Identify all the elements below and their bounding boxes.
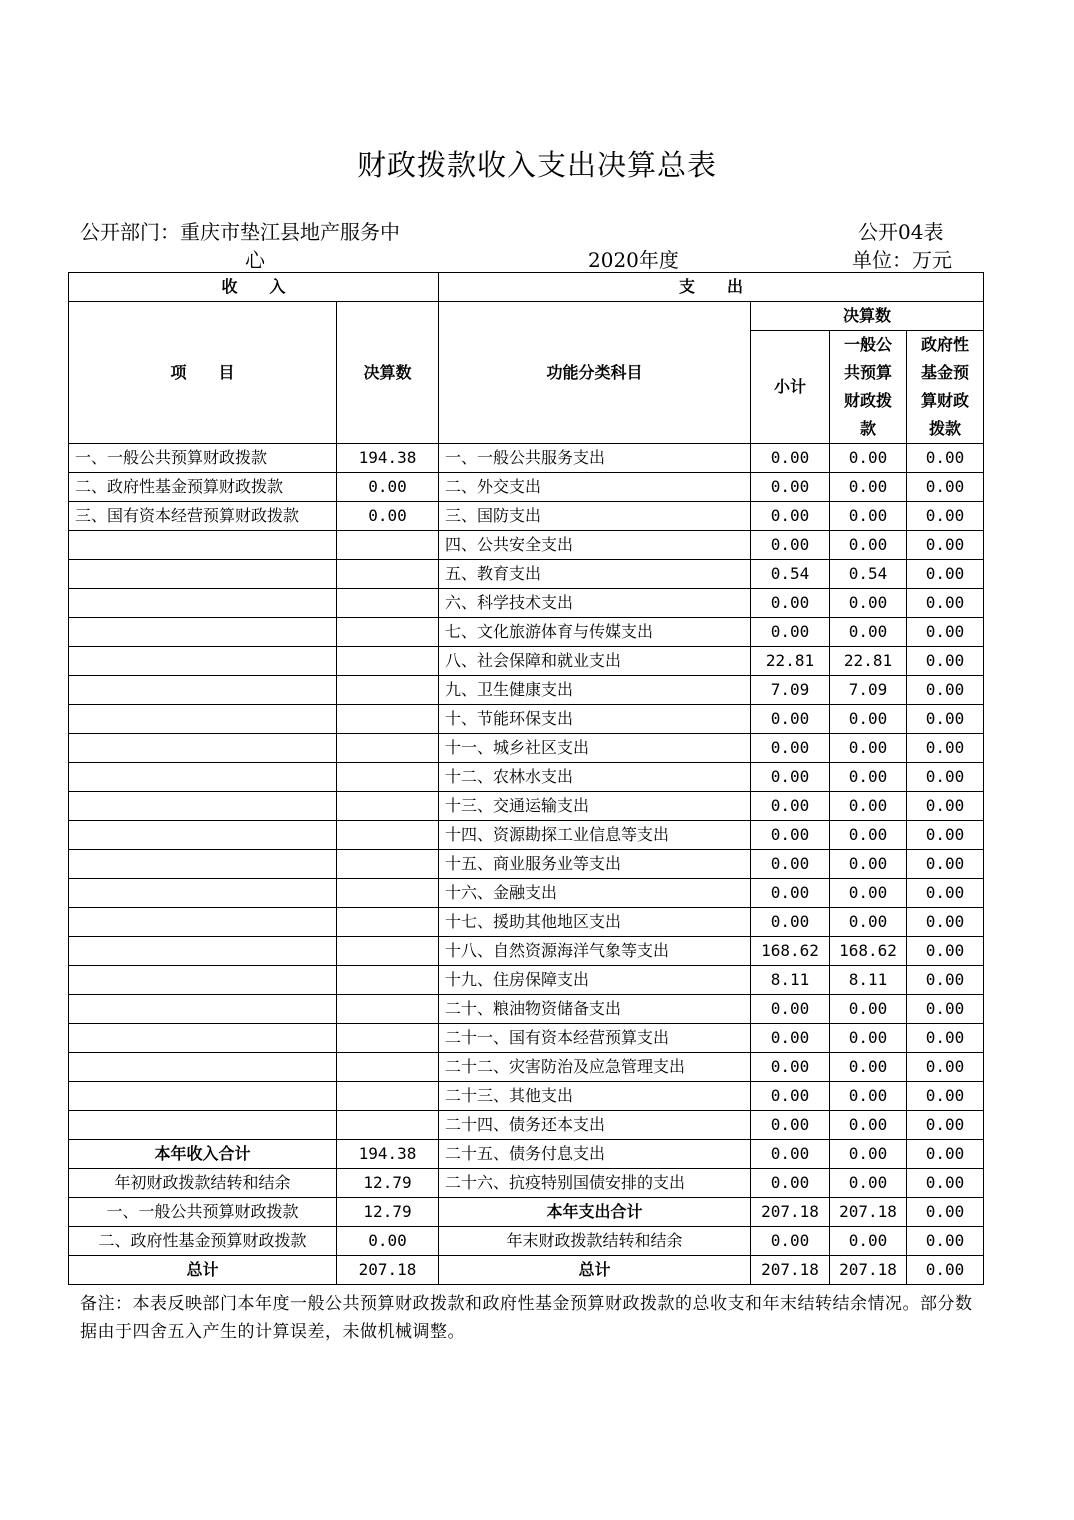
subtotal-cell: 0.00	[751, 618, 830, 647]
expense-item-cell: 十五、商业服务业等支出	[439, 850, 751, 879]
income-item-cell: 三、国有资本经营预算财政拨款	[69, 502, 337, 531]
expense-item-cell: 二十一、国有资本经营预算支出	[439, 1024, 751, 1053]
form-number: 公开04表	[858, 220, 944, 244]
table-row	[69, 966, 984, 995]
expense-item-cell: 十六、金融支出	[439, 879, 751, 908]
subtotal-cell: 0.00	[751, 763, 830, 792]
fund-budget-cell: 0.00	[907, 908, 984, 937]
expense-item-cell: 二十三、其他支出	[439, 1082, 751, 1111]
subtotal-cell: 0.54	[751, 560, 830, 589]
income-item-cell	[69, 850, 337, 879]
subtotal-cell: 207.18	[751, 1256, 830, 1285]
table-row	[69, 618, 984, 647]
table-row	[69, 821, 984, 850]
income-item-cell	[69, 966, 337, 995]
subtotal-cell: 0.00	[751, 502, 830, 531]
general-budget-cell: 22.81	[830, 647, 907, 676]
fund-budget-cell: 0.00	[907, 1053, 984, 1082]
subtotal-cell: 0.00	[751, 705, 830, 734]
expense-item-cell: 九、卫生健康支出	[439, 676, 751, 705]
general-budget-cell: 207.18	[830, 1198, 907, 1227]
income-item-cell	[69, 908, 337, 937]
dept-label: 公开部门：重庆市垫江县地产服务中	[80, 220, 400, 244]
expense-item-cell: 三、国防支出	[439, 502, 751, 531]
general-budget-cell: 0.00	[830, 473, 907, 502]
income-item-cell	[69, 618, 337, 647]
table-row	[69, 560, 984, 589]
expense-item-cell: 二十四、债务还本支出	[439, 1111, 751, 1140]
fund-budget-cell: 0.00	[907, 473, 984, 502]
expense-item-cell: 二十二、灾害防治及应急管理支出	[439, 1053, 751, 1082]
footnote: 备注：本表反映部门本年度一般公共预算财政拨款和政府性基金预算财政拨款的总收支和年末结转结余情况。部分数据由于四舍五入产生的计算误差，未做机械调整。	[80, 1294, 973, 1342]
table-row	[69, 1111, 984, 1140]
income-amount-cell	[337, 879, 439, 908]
general-budget-cell: 0.00	[830, 908, 907, 937]
expense-item-cell: 一、一般公共服务支出	[439, 444, 751, 473]
income-amount-cell	[337, 647, 439, 676]
income-amount-cell	[337, 937, 439, 966]
income-item-cell	[69, 995, 337, 1024]
general-budget-cell: 0.54	[830, 560, 907, 589]
budget-table	[68, 272, 984, 1285]
income-item-cell: 总计	[69, 1256, 337, 1285]
general-budget-cell: 0.00	[830, 1082, 907, 1111]
fund-budget-cell: 0.00	[907, 1111, 984, 1140]
fund-budget-cell: 0.00	[907, 560, 984, 589]
income-amount-cell	[337, 531, 439, 560]
item-header: 项 目	[69, 302, 337, 444]
expense-item-cell: 二、外交支出	[439, 473, 751, 502]
subtotal-cell: 0.00	[751, 879, 830, 908]
table-row	[69, 531, 984, 560]
income-amount-cell	[337, 792, 439, 821]
fund-budget-cell: 0.00	[907, 763, 984, 792]
fund-budget-cell: 0.00	[907, 792, 984, 821]
subtotal-cell: 0.00	[751, 821, 830, 850]
table-row	[69, 1140, 984, 1169]
income-amount-cell	[337, 1082, 439, 1111]
subtotal-cell: 8.11	[751, 966, 830, 995]
general-budget-cell: 0.00	[830, 531, 907, 560]
fund-budget-cell: 0.00	[907, 1082, 984, 1111]
subtotal-cell: 0.00	[751, 1053, 830, 1082]
expense-item-cell: 十、节能环保支出	[439, 705, 751, 734]
general-budget-cell: 0.00	[830, 1024, 907, 1053]
table-row	[69, 908, 984, 937]
general-budget-cell: 0.00	[830, 995, 907, 1024]
fund-budget-cell: 0.00	[907, 1024, 984, 1053]
income-amount-cell	[337, 1053, 439, 1082]
income-item-cell: 一、一般公共预算财政拨款	[69, 1198, 337, 1227]
income-amount-cell: 194.38	[337, 1140, 439, 1169]
expense-item-cell: 六、科学技术支出	[439, 589, 751, 618]
unit-label: 单位：万元	[852, 248, 952, 272]
expense-item-cell: 十四、资源勘探工业信息等支出	[439, 821, 751, 850]
fund-budget-cell: 0.00	[907, 444, 984, 473]
fund-budget-cell: 0.00	[907, 1227, 984, 1256]
subtotal-header: 小计	[751, 331, 830, 444]
table-row	[69, 705, 984, 734]
income-item-cell	[69, 792, 337, 821]
fund-budget-cell: 0.00	[907, 502, 984, 531]
general-budget-cell: 0.00	[830, 879, 907, 908]
fund-budget-cell: 0.00	[907, 879, 984, 908]
table-row	[69, 763, 984, 792]
income-amount-cell	[337, 1111, 439, 1140]
table-row	[69, 850, 984, 879]
subtotal-cell: 0.00	[751, 1111, 830, 1140]
general-budget-cell: 0.00	[830, 734, 907, 763]
fund-budget-cell: 0.00	[907, 531, 984, 560]
table-row	[69, 879, 984, 908]
general-budget-cell: 0.00	[830, 792, 907, 821]
income-item-cell	[69, 531, 337, 560]
income-item-cell	[69, 1024, 337, 1053]
subtotal-cell: 207.18	[751, 1198, 830, 1227]
income-amount-cell	[337, 850, 439, 879]
fund-budget-cell: 0.00	[907, 1140, 984, 1169]
income-amount-cell: 12.79	[337, 1198, 439, 1227]
subtotal-cell: 0.00	[751, 1169, 830, 1198]
income-amount-cell: 0.00	[337, 473, 439, 502]
fund-budget-cell: 0.00	[907, 618, 984, 647]
income-item-cell	[69, 937, 337, 966]
subtotal-cell: 0.00	[751, 850, 830, 879]
expense-item-cell: 二十五、债务付息支出	[439, 1140, 751, 1169]
general-budget-cell: 0.00	[830, 502, 907, 531]
subtotal-cell: 0.00	[751, 1140, 830, 1169]
fund-budget-cell: 0.00	[907, 705, 984, 734]
income-amount-cell: 0.00	[337, 502, 439, 531]
income-amount-cell	[337, 676, 439, 705]
expense-item-cell: 十三、交通运输支出	[439, 792, 751, 821]
fund-budget-cell: 0.00	[907, 850, 984, 879]
fund-budget-cell: 0.00	[907, 1198, 984, 1227]
income-item-cell	[69, 705, 337, 734]
general-budget-cell: 0.00	[830, 589, 907, 618]
general-budget-cell: 8.11	[830, 966, 907, 995]
table-row	[69, 676, 984, 705]
income-amount-cell	[337, 821, 439, 850]
general-budget-cell: 0.00	[830, 705, 907, 734]
income-amount-cell: 194.38	[337, 444, 439, 473]
amount-header: 决算数	[337, 302, 439, 444]
table-row	[69, 1053, 984, 1082]
income-amount-cell	[337, 908, 439, 937]
general-budget-cell: 0.00	[830, 618, 907, 647]
expense-item-cell: 十一、城乡社区支出	[439, 734, 751, 763]
table-row	[69, 1198, 984, 1227]
income-amount-cell: 12.79	[337, 1169, 439, 1198]
expense-header: 支 出	[439, 273, 984, 302]
expense-item-cell: 十七、援助其他地区支出	[439, 908, 751, 937]
income-amount-cell	[337, 618, 439, 647]
fund-budget-cell: 0.00	[907, 734, 984, 763]
income-amount-cell	[337, 589, 439, 618]
income-item-cell	[69, 763, 337, 792]
subtotal-cell: 168.62	[751, 937, 830, 966]
expense-amount-header: 决算数	[751, 302, 984, 331]
income-amount-cell	[337, 1024, 439, 1053]
income-item-cell	[69, 734, 337, 763]
expense-item-cell: 四、公共安全支出	[439, 531, 751, 560]
income-item-cell	[69, 821, 337, 850]
fund-budget-cell: 0.00	[907, 1169, 984, 1198]
table-row	[69, 937, 984, 966]
table-row	[69, 647, 984, 676]
fund-budget-cell: 0.00	[907, 966, 984, 995]
expense-item-cell: 本年支出合计	[439, 1198, 751, 1227]
income-amount-cell	[337, 995, 439, 1024]
general-budget-cell: 0.00	[830, 1169, 907, 1198]
income-item-cell: 一、一般公共预算财政拨款	[69, 444, 337, 473]
subtotal-cell: 0.00	[751, 1024, 830, 1053]
income-item-cell	[69, 560, 337, 589]
income-item-cell: 本年收入合计	[69, 1140, 337, 1169]
fund-budget-cell: 0.00	[907, 1256, 984, 1285]
income-amount-cell: 207.18	[337, 1256, 439, 1285]
subtotal-cell: 22.81	[751, 647, 830, 676]
subtotal-cell: 0.00	[751, 792, 830, 821]
expense-item-cell: 十九、住房保障支出	[439, 966, 751, 995]
subtotal-cell: 0.00	[751, 473, 830, 502]
expense-item-cell: 十八、自然资源海洋气象等支出	[439, 937, 751, 966]
income-amount-cell	[337, 763, 439, 792]
income-item-cell	[69, 879, 337, 908]
income-item-cell: 年初财政拨款结转和结余	[69, 1169, 337, 1198]
subtotal-cell: 0.00	[751, 995, 830, 1024]
income-item-cell	[69, 1111, 337, 1140]
table-row	[69, 734, 984, 763]
income-item-cell: 二、政府性基金预算财政拨款	[69, 473, 337, 502]
subtotal-cell: 0.00	[751, 1082, 830, 1111]
income-amount-cell	[337, 966, 439, 995]
table-row	[69, 473, 984, 502]
fund-budget-cell: 0.00	[907, 821, 984, 850]
general-budget-cell: 0.00	[830, 1053, 907, 1082]
general-budget-cell: 0.00	[830, 850, 907, 879]
page-title: 财政拨款收入支出决算总表	[356, 148, 717, 182]
fund-budget-cell: 0.00	[907, 589, 984, 618]
table-row	[69, 1227, 984, 1256]
expense-item-cell: 十二、农林水支出	[439, 763, 751, 792]
table-row	[69, 1082, 984, 1111]
table-row	[69, 1024, 984, 1053]
general-budget-cell: 0.00	[830, 763, 907, 792]
table-row	[69, 589, 984, 618]
expense-item-cell: 二十、粮油物资储备支出	[439, 995, 751, 1024]
fund-budget-cell: 0.00	[907, 937, 984, 966]
income-item-cell	[69, 1082, 337, 1111]
subtotal-cell: 0.00	[751, 589, 830, 618]
general-budget-header: 一般公 共预算 财政拨 款	[830, 331, 907, 444]
expense-item-cell: 五、教育支出	[439, 560, 751, 589]
income-item-cell	[69, 647, 337, 676]
table-row	[69, 502, 984, 531]
subtotal-cell: 7.09	[751, 676, 830, 705]
expense-item-cell: 七、文化旅游体育与传媒支出	[439, 618, 751, 647]
expense-item-cell: 八、社会保障和就业支出	[439, 647, 751, 676]
fund-budget-cell: 0.00	[907, 647, 984, 676]
general-budget-cell: 0.00	[830, 1111, 907, 1140]
general-budget-cell: 0.00	[830, 444, 907, 473]
subtotal-cell: 0.00	[751, 531, 830, 560]
subtotal-cell: 0.00	[751, 734, 830, 763]
fund-budget-cell: 0.00	[907, 995, 984, 1024]
income-amount-cell	[337, 734, 439, 763]
table-row	[69, 444, 984, 473]
income-header: 收 入	[69, 273, 439, 302]
general-budget-cell: 0.00	[830, 1140, 907, 1169]
general-budget-cell: 0.00	[830, 1227, 907, 1256]
expense-item-cell: 二十六、抗疫特别国债安排的支出	[439, 1169, 751, 1198]
income-amount-cell	[337, 705, 439, 734]
table-row	[69, 792, 984, 821]
expense-item-cell: 年末财政拨款结转和结余	[439, 1227, 751, 1256]
general-budget-cell: 168.62	[830, 937, 907, 966]
expense-item-cell: 总计	[439, 1256, 751, 1285]
dept-label-cont: 心	[245, 248, 265, 272]
general-budget-cell: 7.09	[830, 676, 907, 705]
income-item-cell	[69, 589, 337, 618]
income-amount-cell: 0.00	[337, 1227, 439, 1256]
income-amount-cell	[337, 560, 439, 589]
general-budget-cell: 0.00	[830, 821, 907, 850]
income-item-cell	[69, 1053, 337, 1082]
subtotal-cell: 0.00	[751, 444, 830, 473]
income-item-cell: 二、政府性基金预算财政拨款	[69, 1227, 337, 1256]
table-row	[69, 995, 984, 1024]
income-item-cell	[69, 676, 337, 705]
year-label: 2020年度	[588, 248, 679, 272]
table-row	[69, 1256, 984, 1285]
function-header: 功能分类科目	[439, 302, 751, 444]
fund-budget-header: 政府性 基金预 算财政 拨款	[907, 331, 984, 444]
table-row	[69, 1169, 984, 1198]
general-budget-cell: 207.18	[830, 1256, 907, 1285]
fund-budget-cell: 0.00	[907, 676, 984, 705]
subtotal-cell: 0.00	[751, 908, 830, 937]
subtotal-cell: 0.00	[751, 1227, 830, 1256]
